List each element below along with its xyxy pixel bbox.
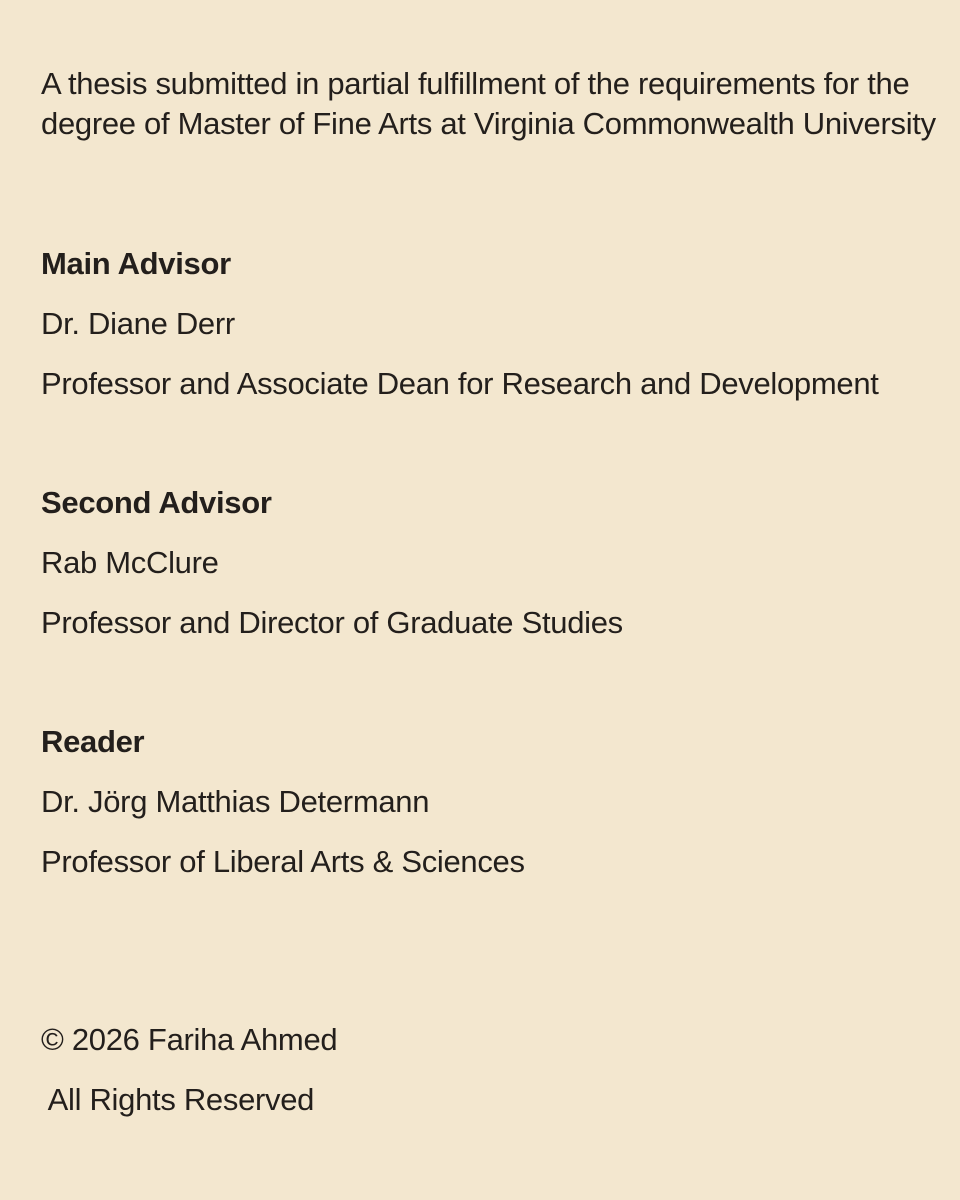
thesis-statement: A thesis submitted in partial fulfillment of the requirements for the degree of Master of Fine Arts at Virginia Commonwealth University	[41, 66, 936, 141]
main-advisor-title: Professor and Associate Dean for Research and Development	[41, 366, 879, 401]
second-advisor-title: Professor and Director of Graduate Studies	[41, 605, 623, 640]
second-advisor-heading: Second Advisor	[41, 485, 272, 520]
main-advisor-heading: Main Advisor	[41, 246, 231, 281]
rights-notice: All Rights Reserved	[41, 1082, 315, 1117]
copyright-notice: © 2026 Fariha Ahmed	[41, 1022, 338, 1057]
second-advisor-section	[41, 483, 941, 643]
reader-heading: Reader	[41, 724, 145, 759]
reader-title: Professor of Liberal Arts & Sciences	[41, 844, 525, 879]
main-advisor-name: Dr. Diane Derr	[41, 306, 235, 341]
reader-name: Dr. Jörg Matthias Determann	[41, 784, 430, 819]
second-advisor-name: Rab McClure	[41, 545, 219, 580]
reader-section	[41, 722, 941, 882]
main-advisor-section	[41, 244, 941, 404]
